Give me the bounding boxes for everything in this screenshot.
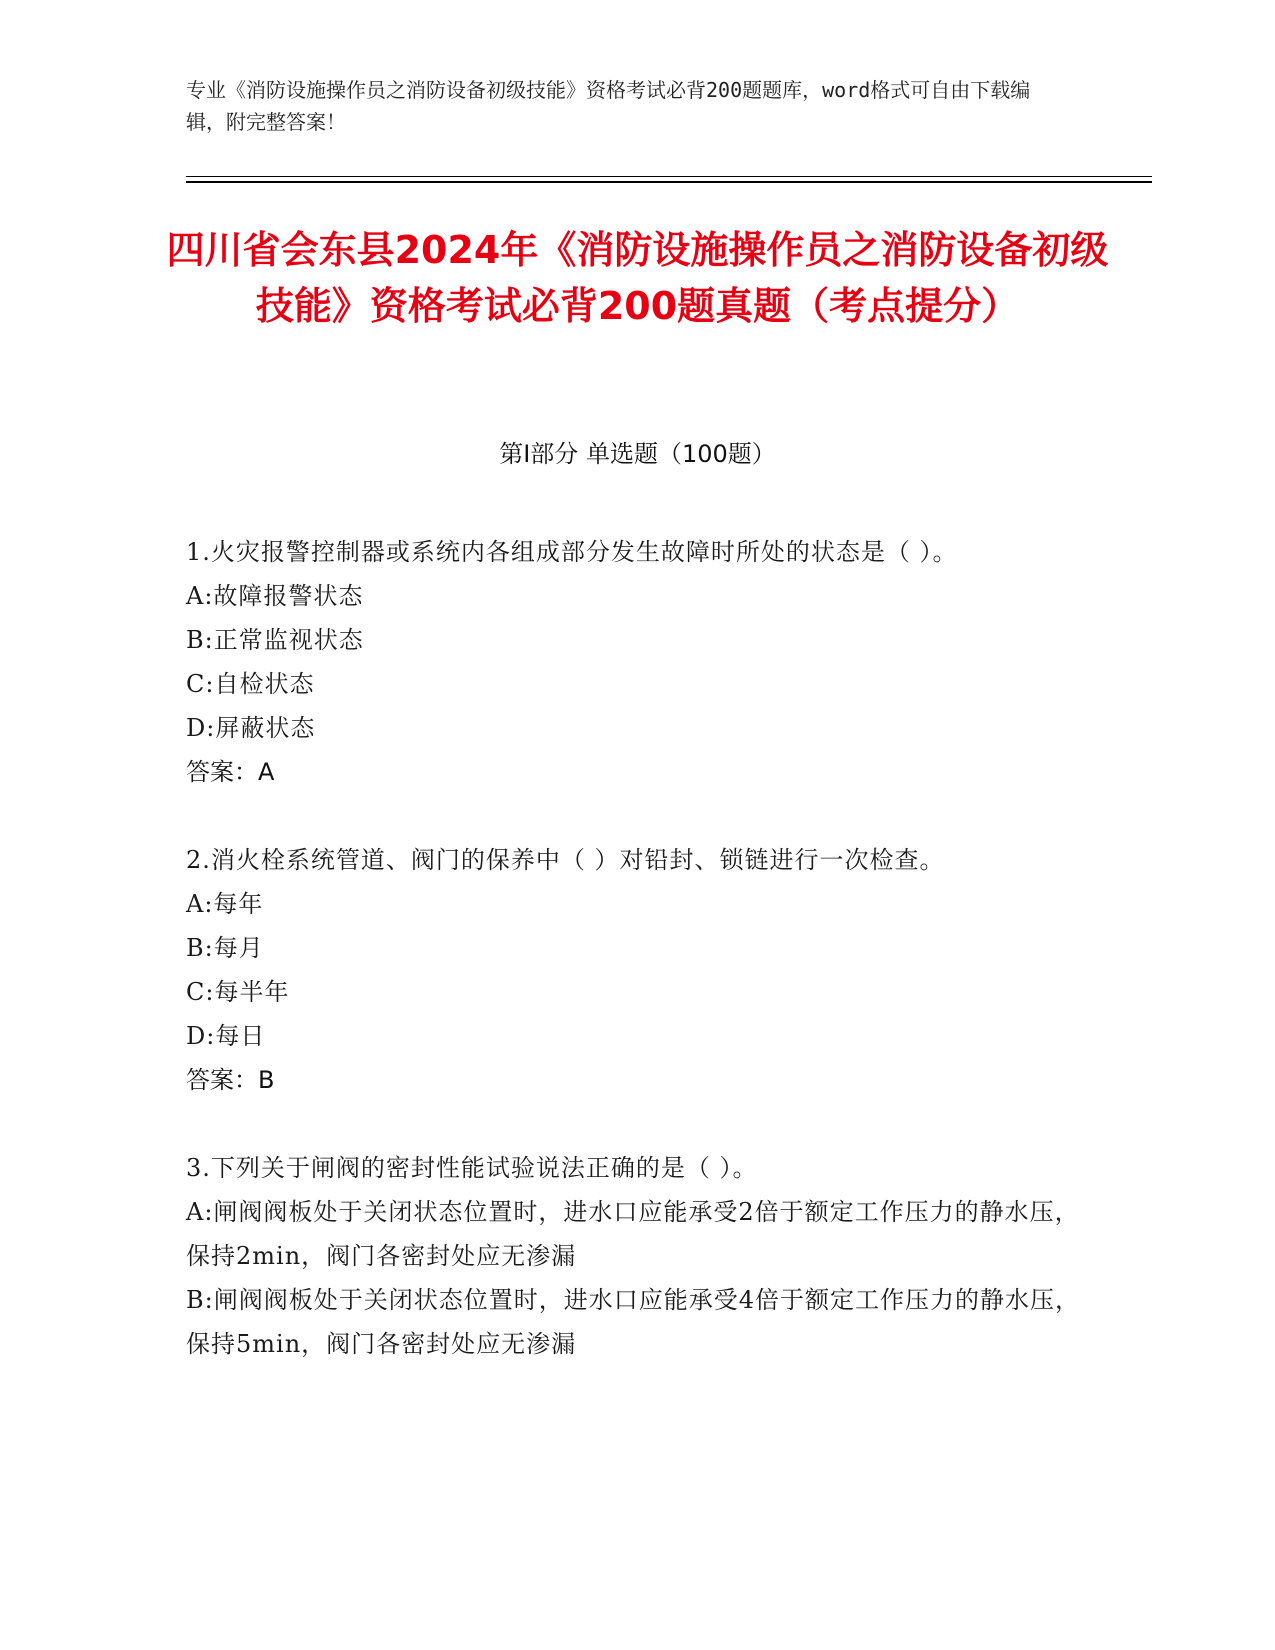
option-a: A:闸阀阀板处于关闭状态位置时，进水口应能承受2倍于额定工作压力的静水压，保持2min，阀门各密封处应无渗漏 (186, 1198, 1080, 1270)
option-c: C:每半年 (186, 978, 290, 1006)
option-b: B:正常监视状态 (186, 626, 364, 654)
question-text: 3.下列关于闸阀的密封性能试验说法正确的是（ ）。 (186, 1154, 758, 1182)
question-item (186, 1146, 1086, 1366)
document-title: 四川省会东县2024年《消防设施操作员之消防设备初级技能》资格考试必背200题真题（考点提分） (166, 228, 1109, 328)
option-a: A:故障报警状态 (186, 582, 364, 610)
option-b: B:每月 (186, 934, 264, 962)
option-d: D:每日 (186, 1022, 266, 1050)
question-item (186, 530, 1086, 794)
intro-text: 专业《消防设施操作员之消防设备初级技能》资格考试必背200题题库，word格式可自由下载编辑，附完整答案！ (186, 78, 1031, 134)
question-text: 2.消火栓系统管道、阀门的保养中（ ）对铅封、锁链进行一次检查。 (186, 846, 945, 874)
option-b: B:闸阀阀板处于关闭状态位置时，进水口应能承受4倍于额定工作压力的静水压，保持5min，阀门各密封处应无渗漏 (186, 1286, 1080, 1358)
option-d: D:屏蔽状态 (186, 714, 316, 742)
header-divider-thick (186, 181, 1152, 183)
question-list (186, 530, 1086, 1410)
section-heading: 第I部分 单选题（100题） (499, 440, 776, 468)
answer-text: 答案：A (186, 758, 275, 786)
question-text: 1.火灾报警控制器或系统内各组成部分发生故障时所处的状态是（ ）。 (186, 538, 958, 566)
answer-text: 答案：B (186, 1066, 275, 1094)
question-item (186, 838, 1086, 1102)
option-c: C:自检状态 (186, 670, 315, 698)
header-divider-thin (186, 176, 1152, 177)
option-a: A:每年 (186, 890, 264, 918)
